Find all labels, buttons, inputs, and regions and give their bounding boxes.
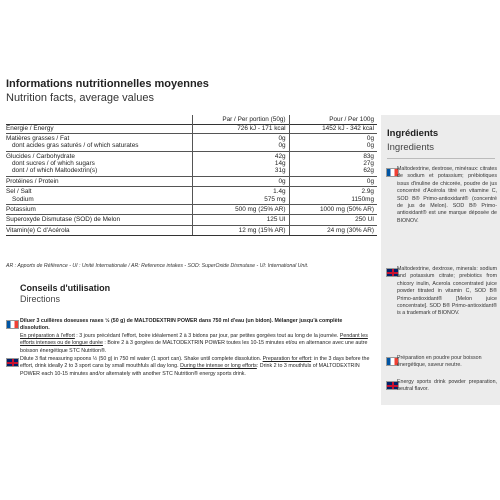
per-100g-value-cell	[289, 215, 377, 225]
nutrient-label: Potassium	[6, 206, 36, 214]
per-portion-value-cell	[193, 133, 290, 151]
per-portion-value: 0g	[278, 142, 286, 150]
directions-text-en	[20, 356, 372, 378]
table-row	[6, 187, 377, 205]
directions-segment: : Boire 2 à 3 gorgées de MALTODEXTRIN POWER toutes les 10-15 minutes et/ou en alternance avec une autre boisson énergétique STC Nutrition®.	[20, 340, 368, 354]
nutrient-label-cell	[6, 187, 193, 205]
nutrient-label: dont / of which Maltodextrin(s)	[12, 167, 98, 175]
per-100g-value-cell	[289, 205, 377, 215]
nutrient-label: Matières grasses / Fat	[6, 134, 70, 142]
ingredients-text-fr: Maltodextrine, dextrose, minéraux: citrates de sodium et potassium; prébiotiques issus d'inuline de chicorée, poudre de jus concentré d'Acérola titré en vitamine C, SOD B® Primo-antioxidant® (concentré de jus de Melon). SOD B® Primo-antioxidant® est une marque déposée de BIONOV.	[397, 166, 497, 224]
directions-title: Conseils d'utilisation	[20, 283, 111, 293]
directions-segment: : 3 jours précédant l'effort, boire idéalement 2 à 3 bidons par jour, par petites gorgées tout au long de la journée.	[74, 332, 340, 339]
nutrition-table-header	[6, 115, 377, 125]
nutrient-label: dont sucres / of which sugars	[12, 160, 95, 168]
nutrition-title: Informations nutritionnelles moyennes	[6, 78, 209, 90]
per-portion-value-cell	[193, 176, 290, 186]
table-row	[6, 176, 377, 186]
per-portion-value-cell	[193, 225, 290, 235]
per-100g-value-cell	[289, 151, 377, 176]
nutrient-label: Sodium	[12, 195, 34, 203]
per-100g-value: 0g	[366, 177, 374, 185]
table-row	[6, 225, 377, 235]
per-100g-value: 2.9g	[361, 188, 374, 196]
per-100g-value-cell	[289, 125, 377, 133]
per-portion-value: 575 mg	[264, 195, 286, 203]
per-portion-value: 42g	[274, 152, 286, 160]
per-portion-value-cell	[193, 205, 290, 215]
table-row	[6, 215, 377, 225]
header-per-100g: Pour / Per 100g	[329, 116, 374, 123]
nutrient-label: Vitamin(e) C d'Acérola	[6, 226, 70, 234]
directions-segment: : Drink 2 to 3 mouthfuls of MALTODEXTRIN POWER each 10-15 minutes and/or alternately with another STC Nutrition® energy sports drink.	[20, 363, 360, 377]
per-portion-value: 0g	[278, 134, 286, 142]
nutrient-label-cell	[6, 215, 193, 225]
nutrition-footnote: AR : Apports de Référence - UI : Unité Internationale / AR: Reference intakes - SOD: SuperOxide Dismutase - UI: International Unit.	[6, 263, 309, 269]
nutrient-label: Sel / Salt	[6, 188, 32, 196]
per-portion-value-cell	[193, 187, 290, 205]
per-portion-value: 125 UI	[266, 216, 286, 224]
directions-segment: Preparation for effort	[262, 356, 312, 362]
nutrient-label: Protéines / Protein	[6, 177, 59, 185]
table-row	[6, 151, 377, 176]
per-100g-value: 0g	[366, 134, 374, 142]
per-100g-value-cell	[289, 225, 377, 235]
nutrient-label-cell	[6, 133, 193, 151]
table-row	[6, 125, 377, 133]
per-100g-value: 250 UI	[355, 216, 374, 224]
per-100g-value: 27g	[363, 160, 374, 168]
nutrition-table	[6, 115, 377, 236]
per-portion-value: 726 kJ - 171 kcal	[237, 125, 286, 133]
per-portion-value-cell	[193, 215, 290, 225]
per-100g-value-cell	[289, 133, 377, 151]
nutrient-label-cell	[6, 151, 193, 176]
directions-segment: Diluer 3 cuillères doseuses rases ½ (50 g) de MALTODEXTRIN POWER dans 750 ml d'eau (un bidon). Mélanger jusqu'à complète dissolution.	[20, 318, 343, 332]
directions-segment: During the intense or long efforts	[180, 363, 257, 370]
directions-text-fr	[20, 318, 372, 355]
per-100g-value: 83g	[363, 152, 374, 160]
directions-segment: : in the 3 days before the effort, drink ideally 2 to 3 sport cans by small mouthfuls all day long.	[20, 356, 370, 370]
preparation-text-fr: Préparation en poudre pour boisson énergétique, saveur neutre.	[397, 355, 482, 369]
per-100g-value: 1150mg	[351, 195, 374, 203]
nutrition-subtitle: Nutrition facts, average values	[6, 92, 154, 104]
per-100g-value: 24 mg (30% AR)	[327, 226, 374, 234]
ingredients-divider	[387, 158, 495, 159]
per-100g-value: 1452 kJ - 342 kcal	[322, 125, 374, 133]
per-portion-value: 1.4g	[273, 188, 286, 196]
per-100g-value: 62g	[363, 167, 374, 175]
directions-subtitle: Directions	[20, 294, 61, 304]
per-portion-value: 31g	[274, 167, 286, 175]
per-portion-value: 500 mg (25% AR)	[235, 206, 286, 214]
per-portion-value-cell	[193, 151, 290, 176]
directions-segment: Pendant les efforts intenses ou de longue durée	[20, 332, 368, 347]
nutrient-label: Superoxyde Dismutase (SOD) de Melon	[6, 216, 121, 224]
header-per-portion: Par / Per portion (50g)	[193, 115, 290, 125]
header-label	[6, 115, 193, 125]
ingredients-title: Ingrédients	[387, 128, 439, 139]
english-flag-icon	[6, 358, 19, 367]
per-100g-value-cell	[289, 176, 377, 186]
table-row	[6, 133, 377, 151]
per-100g-value: 1000 mg (50% AR)	[320, 206, 374, 214]
preparation-text-en: Energy sports drink powder preparation, neutral flavor.	[397, 379, 497, 393]
per-portion-value-cell	[193, 125, 290, 133]
nutrient-label: dont acides gras saturés / of which saturates	[12, 142, 139, 150]
nutrient-label-cell	[6, 125, 193, 133]
nutrient-label-cell	[6, 176, 193, 186]
table-row	[6, 205, 377, 215]
nutrient-label-cell	[6, 225, 193, 235]
per-portion-value: 12 mg (15% AR)	[238, 226, 286, 234]
nutrient-label: Énergie / Energy	[6, 125, 54, 133]
directions-segment: Dilute 3 flat measuring spoons ½ (50 g) in 750 ml water (1 sport can). Shake until complete dissolution.	[20, 356, 263, 362]
per-100g-value-cell	[289, 187, 377, 205]
nutrient-label-cell	[6, 205, 193, 215]
per-portion-value: 14g	[274, 160, 286, 168]
directions-segment: En préparation à l'effort	[20, 332, 75, 339]
per-portion-value: 0g	[278, 177, 286, 185]
french-flag-icon	[6, 320, 19, 329]
ingredients-text-en: Maltodextrine, dextrose, minerals: sodium and potassium citrate; prebiotics from chicory inulin, Acerola concentrated juice powder titrated in vitamin C, SOD B® Primo-antioxidant® [Melon juice concentrate]. SOD B® Primo-antioxidant® is a trademark of BIONOV.	[397, 266, 497, 317]
ingredients-subtitle: Ingredients	[387, 142, 435, 153]
per-100g-value: 0g	[366, 142, 374, 150]
nutrient-label: Glucides / Carbohydrate	[6, 152, 75, 160]
